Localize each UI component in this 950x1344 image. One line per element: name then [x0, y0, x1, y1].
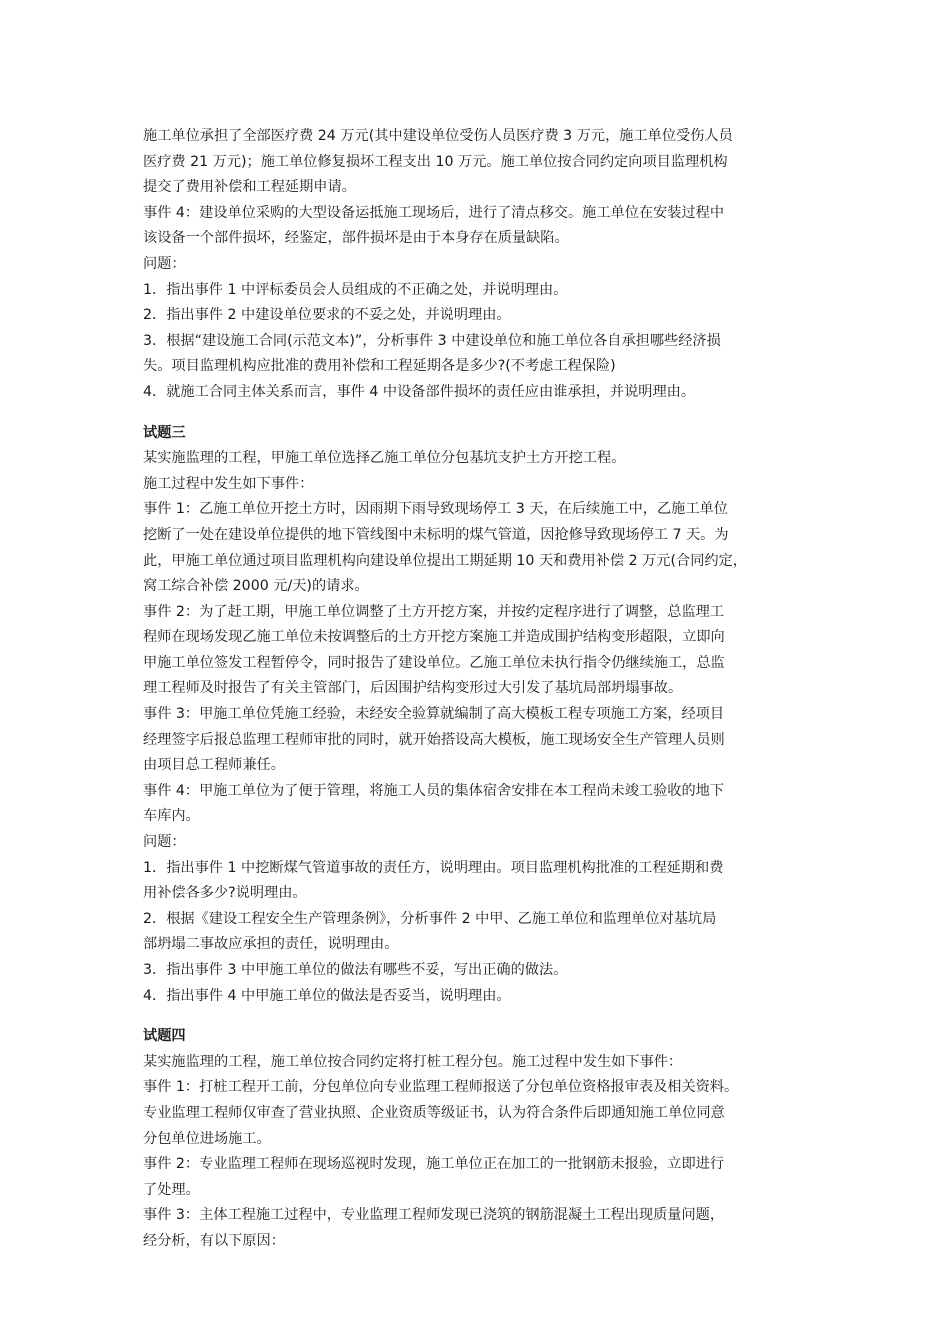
section-3-event-3: 事件 3：甲施工单位凭施工经验，未经安全验算就编制了高大模板工程专项施工方案，经项目 经理签字后报总监理工程师审批的同时，就开始搭设高大模板，施工现场安全生产管理人员则 由项目总工程师兼任。 [143, 706, 725, 774]
section-3-question-3: 3．指出事件 3 中甲施工单位的做法有哪些不妥，写出正确的做法。 [143, 962, 568, 978]
section-4-intro: 某实施监理的工程，施工单位按合同约定将打桩工程分包。施工过程中发生如下事件： [143, 1053, 683, 1070]
question-4: 4．就施工合同主体关系而言，事件 4 中设备部件损坏的责任应由谁承担，并说明理由。 [143, 383, 696, 400]
questions-label: 问题： [143, 255, 186, 272]
section-4-event-1: 事件 1：打桩工程开工前，分包单位向专业监理工程师报送了分包单位资格报审表及相关资料。 专业监理工程师仅审查了营业执照、企业资质等级证书，认为符合条件后即通知施工单位同意 分包单位进场施工。 [143, 1079, 739, 1147]
section-4-title: 试题四 [143, 1028, 186, 1045]
section-3-question-4: 4．指出事件 4 中甲施工单位的做法是否妥当，说明理由。 [143, 987, 511, 1004]
section-3-event-1: 事件 1：乙施工单位开挖土方时，因雨期下雨导致现场停工 3 天，在后续施工中，乙施工单位 挖断了一处在建设单位提供的地下管线图中未标明的煤气管道，因抢修导致现场停工 7 天。为 此，甲施工单位通过项目监理机构向建设单位提出工期延期 10 天和费用补偿 2 万元(合同约定， 窝工综合补偿 2000 元/天)的请求。 [143, 501, 747, 595]
section-gap [143, 406, 813, 413]
section-3-questions-label: 问题： [143, 834, 186, 851]
section-3-question-1: 1．指出事件 1 中挖断煤气管道事故的责任方，说明理由。项目监理机构批准的工程延期和费 用补偿各多少?说明理由。 [143, 859, 724, 902]
section-3-title: 试题三 [143, 424, 186, 441]
event-4-equipment: 事件 4：建设单位采购的大型设备运抵施工现场后，进行了清点移交。施工单位在安装过程中 该设备一个部件损坏，经鉴定，部件损坏是由于本身存在质量缺陷。 [143, 204, 725, 247]
section-3-events-intro: 施工过程中发生如下事件： [143, 475, 314, 492]
section-3-question-2: 2．根据《建设工程安全生产管理条例》，分析事件 2 中甲、乙施工单位和监理单位对基坑局 部坍塌二事故应承担的责任，说明理由。 [143, 910, 717, 953]
section-3-event-4: 事件 4：甲施工单位为了便于管理，将施工人员的集体宿舍安排在本工程尚未竣工验收的地下 车库内。 [143, 782, 725, 825]
question-3: 3．根据“建设施工合同(示范文本)”，分析事件 3 中建设单位和施工单位各自承担哪些经济损 失。项目监理机构应批准的费用补偿和工程延期各是多少?(不考虑工程保险) [143, 332, 721, 375]
section-gap [143, 1009, 813, 1016]
section-4-event-2: 事件 2：专业监理工程师在现场巡视时发现，施工单位正在加工的一批钢筋未报验，立即进行 了处理。 [143, 1156, 725, 1198]
question-1: 1．指出事件 1 中评标委员会人员组成的不正确之处，并说明理由。 [143, 281, 568, 298]
question-2: 2．指出事件 2 中建设单位要求的不妥之处，并说明理由。 [143, 307, 511, 324]
section-4-event-3: 事件 3：主体工程施工过程中，专业监理工程师发现已浇筑的钢筋混凝土工程出现质量问题， 经分析，有以下原因： [143, 1207, 725, 1249]
paragraph-medical-costs: 施工单位承担了全部医疗费 24 万元(其中建设单位受伤人员医疗费 3 万元，施工单位受伤人员 医疗费 21 万元)；施工单位修复损坏工程支出 10 万元。施工单位按合同约定向项目监理机构 提交了费用补偿和工程延期申请。 [143, 128, 733, 196]
section-3-event-2: 事件 2：为了赶工期，甲施工单位调整了土方开挖方案，并按约定程序进行了调整，总监理工 程师在现场发现乙施工单位未按调整后的土方开挖方案施工并造成围护结构变形超限，立即向 甲施工单位签发工程暂停令，同时报告了建设单位。乙施工单位未执行指令仍继续施工，总监 理工程师及时报告了有关主管部门，后因围护结构变形过大引发了基坑局部坍塌事故。 [143, 603, 725, 697]
document-page [143, 124, 813, 1255]
section-3-intro: 某实施监理的工程，甲施工单位选择乙施工单位分包基坑支护土方开挖工程。 [143, 450, 626, 467]
